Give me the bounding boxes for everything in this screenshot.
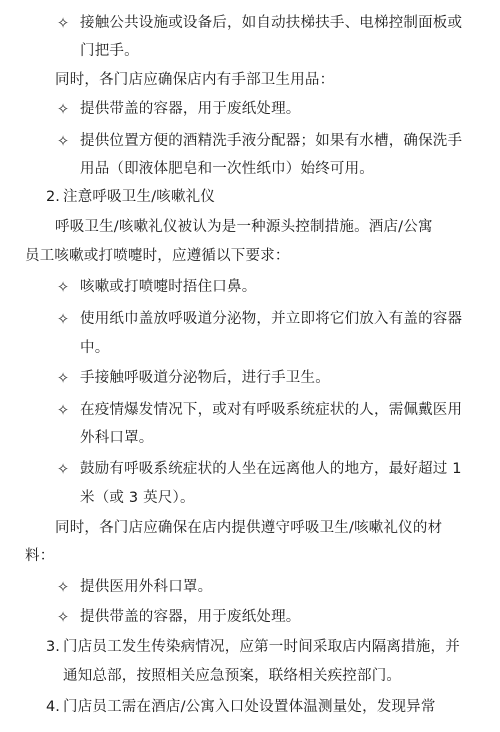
section-text: 门店员工发生传染病情况，应第一时间采取店内隔离措施，并 (63, 639, 460, 655)
paragraph-text: 呼吸卫生/咳嗽礼仪被认为是一种源头控制措施。酒店/公寓 (55, 219, 433, 235)
bullet-text-continued: 门把手。 (80, 43, 139, 59)
bullet-text: 使用纸巾盖放呼吸道分泌物，并立即将它们放入有盖的容器 (80, 311, 463, 327)
section-number: 4. (46, 699, 60, 715)
diamond-bullet-icon: ✧ (56, 100, 70, 118)
bullet-text: 手接触呼吸道分泌物后，进行手卫生。 (80, 370, 330, 386)
bullet-text: 在疫情爆发情况下，或对有呼吸系统症状的人，需佩戴医用 (80, 402, 463, 418)
diamond-bullet-icon: ✧ (56, 578, 70, 596)
section-heading: 注意呼吸卫生/咳嗽礼仪 (63, 189, 216, 205)
diamond-bullet-icon: ✧ (56, 310, 70, 328)
section-text-continued: 通知总部，按照相关应急预案，联络相关疾控部门。 (63, 668, 402, 684)
paragraph-text: 同时，各门店应确保在店内提供遵守呼吸卫生/咳嗽礼仪的材 (55, 520, 443, 536)
bullet-text: 提供位置方便的酒精洗手液分配器；如果有水槽，确保洗手 (80, 133, 463, 149)
paragraph-text: 同时，各门店应确保店内有手部卫生用品： (55, 72, 335, 88)
bullet-text-continued: 外科口罩。 (80, 430, 154, 446)
bullet-text-continued: 米（或 3 英尺）。 (80, 490, 195, 506)
bullet-text: 提供带盖的容器，用于废纸处理。 (80, 101, 301, 117)
bullet-text: 咳嗽或打喷嚏时捂住口鼻。 (80, 279, 257, 295)
paragraph-text-continued: 料： (25, 548, 55, 564)
diamond-bullet-icon: ✧ (56, 401, 70, 419)
bullet-text-continued: 中。 (80, 340, 110, 356)
bullet-text-continued: 用品（即液体肥皂和一次性纸巾）始终可用。 (80, 161, 374, 177)
bullet-text: 接触公共设施或设备后，如自动扶梯扶手、电梯控制面板或 (80, 15, 463, 31)
bullet-text: 提供医用外科口罩。 (80, 579, 213, 595)
section-text: 门店员工需在酒店/公寓入口处设置体温测量处，发现异常 (63, 699, 436, 715)
section-number: 2. (46, 189, 60, 205)
paragraph-text-continued: 员工咳嗽或打喷嚏时，应遵循以下要求： (25, 248, 290, 264)
diamond-bullet-icon: ✧ (56, 278, 70, 296)
diamond-bullet-icon: ✧ (56, 460, 70, 478)
diamond-bullet-icon: ✧ (56, 14, 70, 32)
bullet-text: 提供带盖的容器，用于废纸处理。 (80, 609, 301, 625)
diamond-bullet-icon: ✧ (56, 369, 70, 387)
bullet-text: 鼓励有呼吸系统症状的人坐在远离他人的地方，最好超过 1 (80, 461, 462, 477)
diamond-bullet-icon: ✧ (56, 132, 70, 150)
section-number: 3. (46, 639, 60, 655)
diamond-bullet-icon: ✧ (56, 608, 70, 626)
